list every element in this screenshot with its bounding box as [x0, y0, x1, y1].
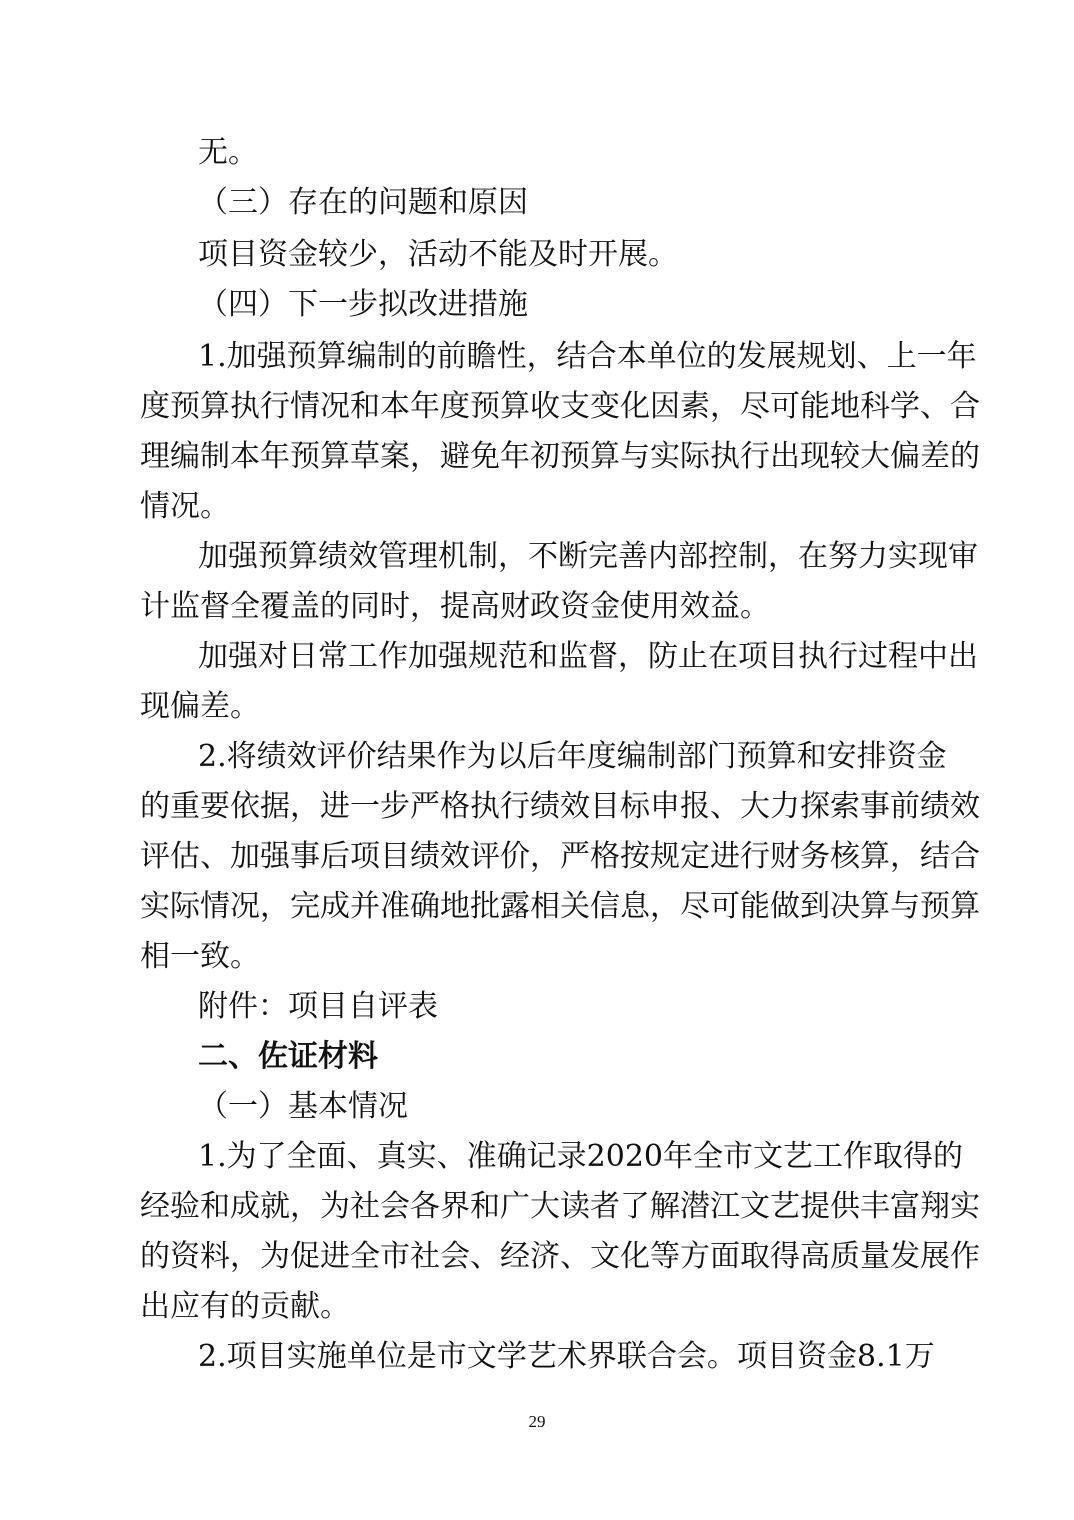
page-number: 29 — [528, 1412, 546, 1431]
paragraph-line: 项目资金较少，活动不能及时开展。 — [198, 237, 678, 272]
paragraph-line: 经 验 和 成 就 ， 为 社 会 各 界 和 广 大 读 者 了 解 潜 江 文 艺 提 供 丰 富 翔 实 — [140, 1189, 980, 1224]
paragraph-line: 计监督全覆盖的同时，提高财政资金使用效益。 — [140, 589, 770, 624]
paragraph-line: 1 . 加 强 预 算 编 制 的 前 瞻 性 ， 结 合 本 单 位 的 发 展 规 划 、 上 一 年 — [198, 339, 977, 374]
paragraph-line: 的 重 要 依 据 ， 进 一 步 严 格 执 行 绩 效 目 标 申 报 、 大 力 探 索 事 前 绩 效 — [140, 789, 980, 824]
paragraph-line: 加 强 对 日 常 工 作 加 强 规 范 和 监 督 ， 防 止 在 项 目 执 行 过 程 中 出 — [198, 639, 978, 674]
section-title: 二、佐证材料 — [198, 1039, 378, 1074]
paragraph-line: 2 . 将 绩 效 评 价 结 果 作 为 以 后 年 度 编 制 部 门 预 算 和 安 排 资 金 — [198, 739, 947, 774]
paragraph-line: 度 预 算 执 行 情 况 和 本 年 度 预 算 收 支 变 化 因 素 ， 尽 可 能 地 科 学 、 合 — [140, 389, 980, 424]
paragraph-line: 评 估 、 加 强 事 后 项 目 绩 效 评 价 ， 严 格 按 规 定 进 行 财 务 核 算 ， 结 合 — [140, 839, 980, 874]
paragraph-line: 相一致。 — [140, 939, 260, 974]
section-heading: （三）存在的问题和原因 — [198, 185, 528, 220]
paragraph-line: 出应有的贡献。 — [140, 1289, 350, 1324]
paragraph-line: 加 强 预 算 绩 效 管 理 机 制 ， 不 断 完 善 内 部 控 制 ， 在 努 力 实 现 审 — [198, 539, 978, 574]
paragraph-line: 现偏差。 — [140, 689, 260, 724]
section-heading: （四）下一步拟改进措施 — [198, 287, 528, 322]
paragraph-line: 的 资 料 ， 为 促 进 全 市 社 会 、 经 济 、 文 化 等 方 面 取 得 高 质 量 发 展 作 — [140, 1239, 980, 1274]
paragraph-line: 实 际 情 况 ， 完 成 并 准 确 地 批 露 相 关 信 息 ， 尽 可 能 做 到 决 算 与 预 算 — [140, 889, 980, 924]
section-heading: （一）基本情况 — [198, 1089, 408, 1124]
paragraph-line: 情况。 — [140, 489, 230, 524]
attachment-note: 附件：项目自评表 — [198, 989, 438, 1024]
paragraph-line: 2 . 项 目 实 施 单 位 是 市 文 学 艺 术 界 联 合 会 。 项 目 资 金 8 . 1 万 — [198, 1339, 935, 1374]
paragraph-line: 理 编 制 本 年 预 算 草 案 ， 避 免 年 初 预 算 与 实 际 执 行 出 现 较 大 偏 差 的 — [140, 439, 980, 474]
paragraph-line: 无。 — [198, 135, 258, 170]
paragraph-line: 1 . 为 了 全 面 、 真 实 、 准 确 记 录 2 0 2 0 年 全 市 文 艺 工 作 取 得 的 — [198, 1139, 964, 1174]
